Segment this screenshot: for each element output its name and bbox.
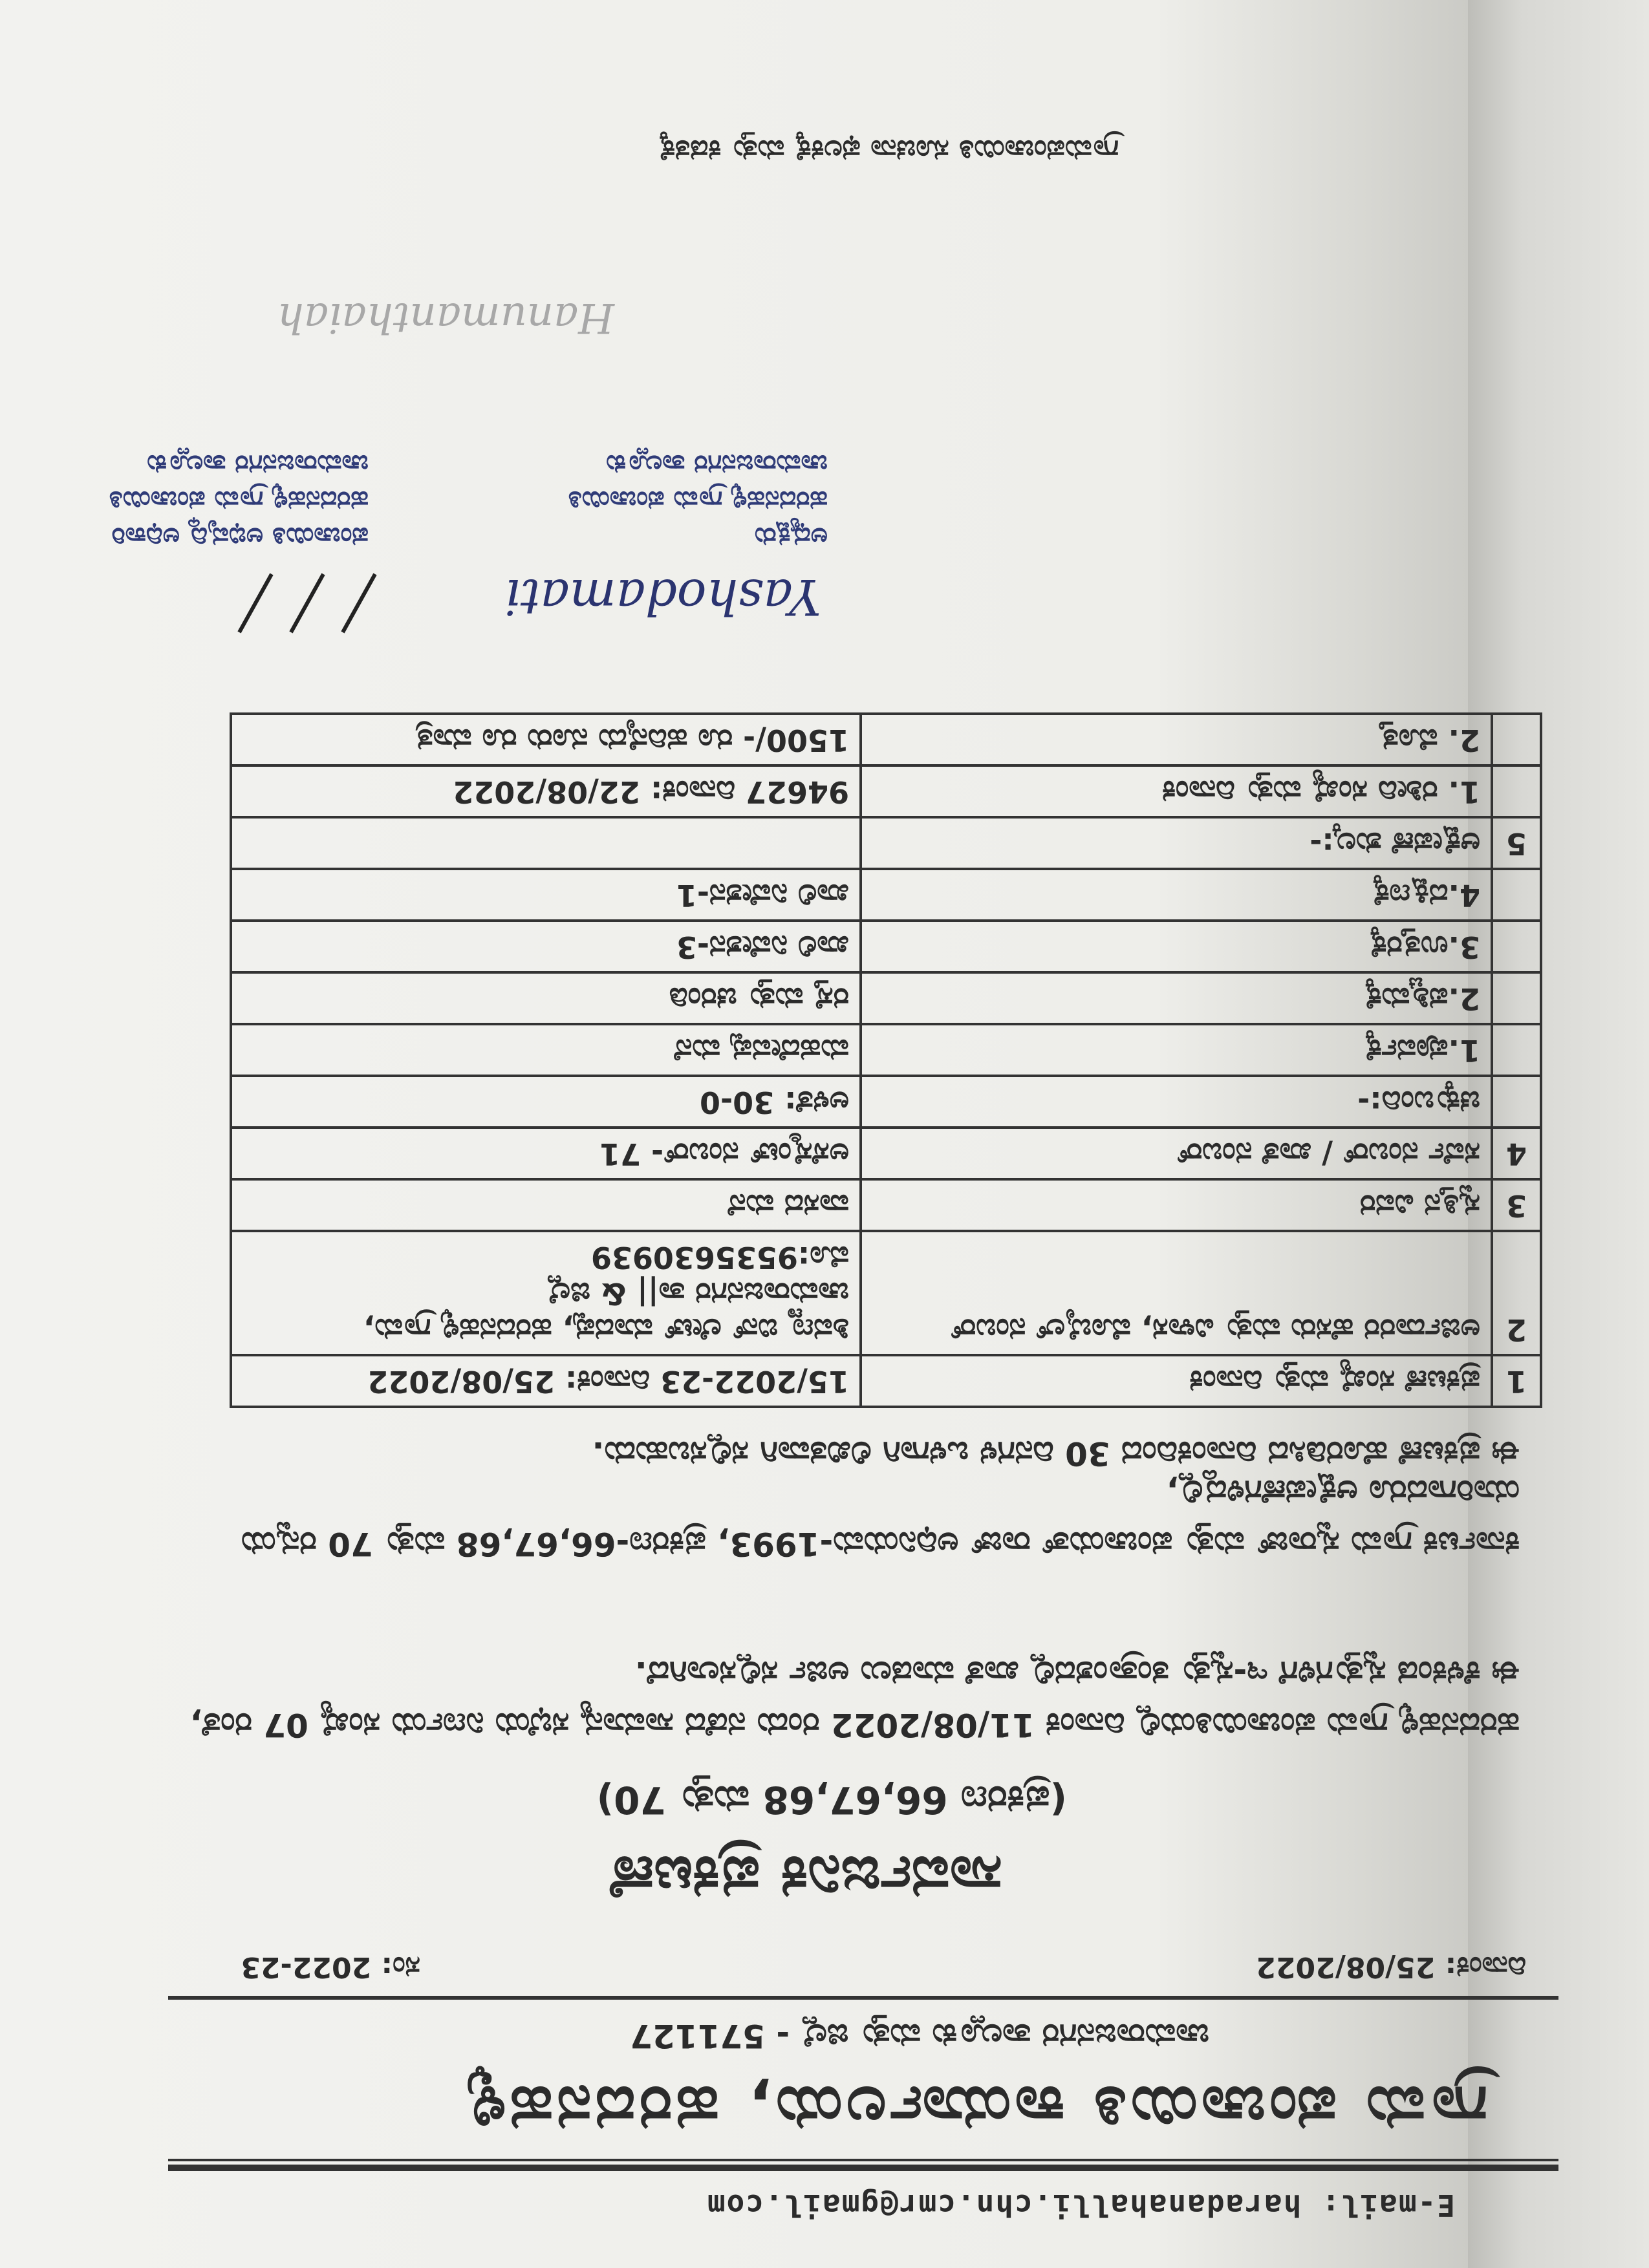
pdo-place: ಚಾಮರಾಜನಗರ ತಾಲ್ಲೂಕು xyxy=(147,449,369,479)
row-number: 4 xyxy=(1492,1128,1541,1179)
table-row xyxy=(231,765,1541,817)
row-value xyxy=(231,1076,861,1128)
president-place: ಚಾಮರಾಜನಗರ ತಾಲ್ಲೂಕು xyxy=(606,449,828,479)
table-row xyxy=(231,1024,1541,1076)
row-value xyxy=(231,1128,861,1179)
president-role: ಅಧ್ಯಕ್ಷರು xyxy=(754,522,828,551)
header-date: ದಿನಾಂಕ: 25/08/2022 xyxy=(1256,1951,1526,1984)
row-label: ಸರ್ವೆ ನಂಬರ್ / ಖಾತೆ ನಂಬರ್ xyxy=(861,1128,1492,1179)
row-label: ಅರ್ಜಿದಾರರ ಹೆಸರು ಮತ್ತು ವಿಳಾಸ, ಮೊಬೈಲ್ ನಂಬರ್ xyxy=(861,1231,1492,1355)
row-label: 2.ಪಶ್ಚಿಮಕ್ಕೆ xyxy=(861,972,1492,1024)
row-number: 2 xyxy=(1492,1231,1541,1355)
row-value xyxy=(231,1179,861,1231)
row-value-line: ರಸ್ತೆ ಮತ್ತು ಚರಂಡಿ xyxy=(669,981,849,1016)
table-row xyxy=(231,1128,1541,1179)
row-value-line: ಅಸೆಸ್ಮೆಂಟ್ ನಂಬರ್- 71 xyxy=(599,1137,849,1171)
row-value-line: ಖಾಲಿ ನಿವೇಶನ-3 xyxy=(676,930,849,965)
row-value-line: 15/2022-23 ದಿನಾಂಕ: 25/08/2022 xyxy=(367,1364,849,1399)
notice-paragraph-2: ಕರ್ನಾಟಕ ಗ್ರಾಮ ಸ್ವರಾಜ್ ಮತ್ತು ಪಂಚಾಯತ್ ರಾಜ್ ಅಧಿನಿಯಮ-1993, ಪ್ರಕರಣ-66,67,68 ಮತ್ತು 70 ರನ್ವಯ ಯಾರಿಗಾದರೂ ಆಕ್ಷೇಪಣೆಗಳಿದ್ದಲ್ಲಿ, xyxy=(241,1473,1520,1563)
row-value xyxy=(231,1355,861,1407)
row-value xyxy=(231,765,861,817)
table-row xyxy=(231,1076,1541,1128)
row-value xyxy=(231,1024,861,1076)
notice-paragraph-3: ಈ ಪ್ರಕಟಣೆ ಹೊರಡಿಸಿದ ದಿನಾಂಕದಿಂದ 30 ದಿನಗಳ ಒಳಗಾಗಿ ಲಿಖಿತವಾಗಿ ಸಲ್ಲಿಸಬಹುದು. xyxy=(592,1435,1520,1472)
row-number: 5 xyxy=(1492,817,1541,869)
row-value-line: ಖಾಲಿ ನಿವೇಶನ-1 xyxy=(676,878,849,913)
table-row xyxy=(231,817,1541,869)
faint-signature: Hanumanthaiah xyxy=(277,294,614,341)
email-address: E-mail: haradanahalli.chn.cmr@gmail.com xyxy=(706,2188,1455,2223)
table-row xyxy=(231,714,1541,765)
row-value-line: ಮಹದೇವಪ್ಪ ಮನೆ xyxy=(674,1033,849,1068)
row-value-line: ವಾಸದ ಮನೆ xyxy=(727,1188,849,1223)
row-value xyxy=(231,714,861,765)
row-number xyxy=(1492,972,1541,1024)
office-name: ಗ್ರಾಮ ಪಂಚಾಯಿತಿ ಕಾರ್ಯಾಲಯ, ಹರದನಹಳ್ಳಿ xyxy=(464,2073,1487,2145)
row-value-line-2: ಮೊ:9535630939 xyxy=(590,1240,849,1275)
row-label: ಆಕ್ಷೇಪಣೆ ಶುಲ್ಕ:- xyxy=(861,817,1492,869)
office-address: ಚಾಮರಾಜನಗರ ತಾಲ್ಲೂಕು ಮತ್ತು ಜಿಲ್ಲೆ - 571127 xyxy=(630,2017,1209,2055)
pdo-role: ಪಂಚಾಯಿತಿ ಅಭಿವೃದ್ಧಿ ಅಧಿಕಾರಿ xyxy=(111,522,369,551)
table-row xyxy=(231,1179,1541,1231)
row-number xyxy=(1492,1024,1541,1076)
table-row xyxy=(231,1355,1541,1407)
row-value xyxy=(231,817,861,869)
row-label: ಚಕ್ಕುಬಂದಿ:- xyxy=(861,1076,1492,1128)
row-value xyxy=(231,921,861,972)
row-number: 3 xyxy=(1492,1179,1541,1231)
row-label: 1. ರಶೀದಿ ಸಂಖ್ಯೆ ಮತ್ತು ದಿನಾಂಕ xyxy=(861,765,1492,817)
row-number xyxy=(1492,869,1541,921)
row-label: ಪ್ರಕಟಣೆ ಸಂಖ್ಯೆ ಮತ್ತು ದಿನಾಂಕ xyxy=(861,1355,1492,1407)
table-row xyxy=(231,1231,1541,1355)
row-label: 3.ಉತ್ತರಕ್ಕೆ xyxy=(861,921,1492,972)
property-details-table xyxy=(230,712,1542,1408)
row-label: 2. ಮೊತ್ತ xyxy=(861,714,1492,765)
row-label: 4.ದಕ್ಷಿಣಕ್ಕೆ xyxy=(861,869,1492,921)
header-rule-thin xyxy=(168,2159,1558,2161)
table-row xyxy=(231,869,1541,921)
president-signature: Yashodamati xyxy=(504,568,821,626)
row-value-line: 1500/- ರೂ ಹದಿನೈದು ನೂರು ರೂ ಮಾತ್ರ xyxy=(416,723,849,758)
president-office: ಹರದನಹಳ್ಳಿ ಗ್ರಾಮ ಪಂಚಾಯಿತಿ xyxy=(568,486,828,515)
row-number xyxy=(1492,1076,1541,1128)
row-label: ಸ್ವತ್ತಿನ ವಿವರ xyxy=(861,1179,1492,1231)
row-number xyxy=(1492,714,1541,765)
row-value-line: ಶಿವಣ್ಣ ಬಿನ್ ಲೇಟ್ ಮಾದಪ್ಪ, ಹರದನಹಳ್ಳಿ ಗ್ರಾಮ, ಚಾಮರಾಜನಗರ ತಾ|| & ಜಿಲ್ಲೆ xyxy=(363,1276,849,1347)
row-value-line: ಅಳತೆ: 30-0 xyxy=(699,1085,849,1120)
notice-subtitle: (ಪ್ರಕರಣ 66,67,68 ಮತ್ತು 70) xyxy=(596,1778,1067,1822)
row-value xyxy=(231,869,861,921)
president-stamp xyxy=(568,446,828,555)
row-value xyxy=(231,972,861,1024)
row-number: 1 xyxy=(1492,1355,1541,1407)
copy-to-line: ಗ್ರಾಮಪಂಚಾಯಿತಿ ಸೂಚನಾ ಫಲಕಕ್ಕೆ ಮತ್ತು ಕಡತಕ್ಕೆ xyxy=(658,134,1119,167)
row-value-line: 94627 ದಿನಾಂಕ: 22/08/2022 xyxy=(453,775,849,809)
row-label: 1.ಪೂರ್ವಕ್ಕೆ xyxy=(861,1024,1492,1076)
reference-year: ಸಂ: 2022-23 xyxy=(241,1951,420,1984)
pdo-signature-ticks xyxy=(220,568,388,639)
address-rule xyxy=(168,1996,1558,2000)
header-rule-thick xyxy=(168,2165,1558,2171)
pdo-office: ಹರದನಹಳ್ಳಿ ಗ್ರಾಮ ಪಂಚಾಯಿತಿ xyxy=(109,486,369,515)
notice-title: ಸಾರ್ವಜನಿಕ ಪ್ರಕಟಣೆ xyxy=(610,1843,1002,1912)
table-row xyxy=(231,921,1541,972)
table-row xyxy=(231,972,1541,1024)
pdo-stamp xyxy=(109,446,369,555)
row-number xyxy=(1492,765,1541,817)
row-number xyxy=(1492,921,1541,972)
row-value xyxy=(231,1231,861,1355)
notice-paragraph-1: ಹರದನಹಳ್ಳಿ ಗ್ರಾಮ ಪಂಚಾಯಿತಿಯಲ್ಲಿ ದಿನಾಂಕ 11/08/2022 ರಂದು ನಡೆದ ಸಾಮಾನ್ಯ ಸಭೆಯ ನಿರ್ಣಯ ಸಂಖ್ಯೆ 07 ರಂತೆ, ಈ ಕೆಳಕಂಡ ಸ್ವತ್ತುಗಳಿಗೆ ಇ-ಸ್ವತ್ತು ತಂತ್ರಾಂಶದಲ್ಲಿ ಖಾತೆ ಮಾಡಲು ಅರ್ಜಿ ಸಲ್ಲಿಸಲಾಗಿದೆ. xyxy=(189,1654,1520,1744)
